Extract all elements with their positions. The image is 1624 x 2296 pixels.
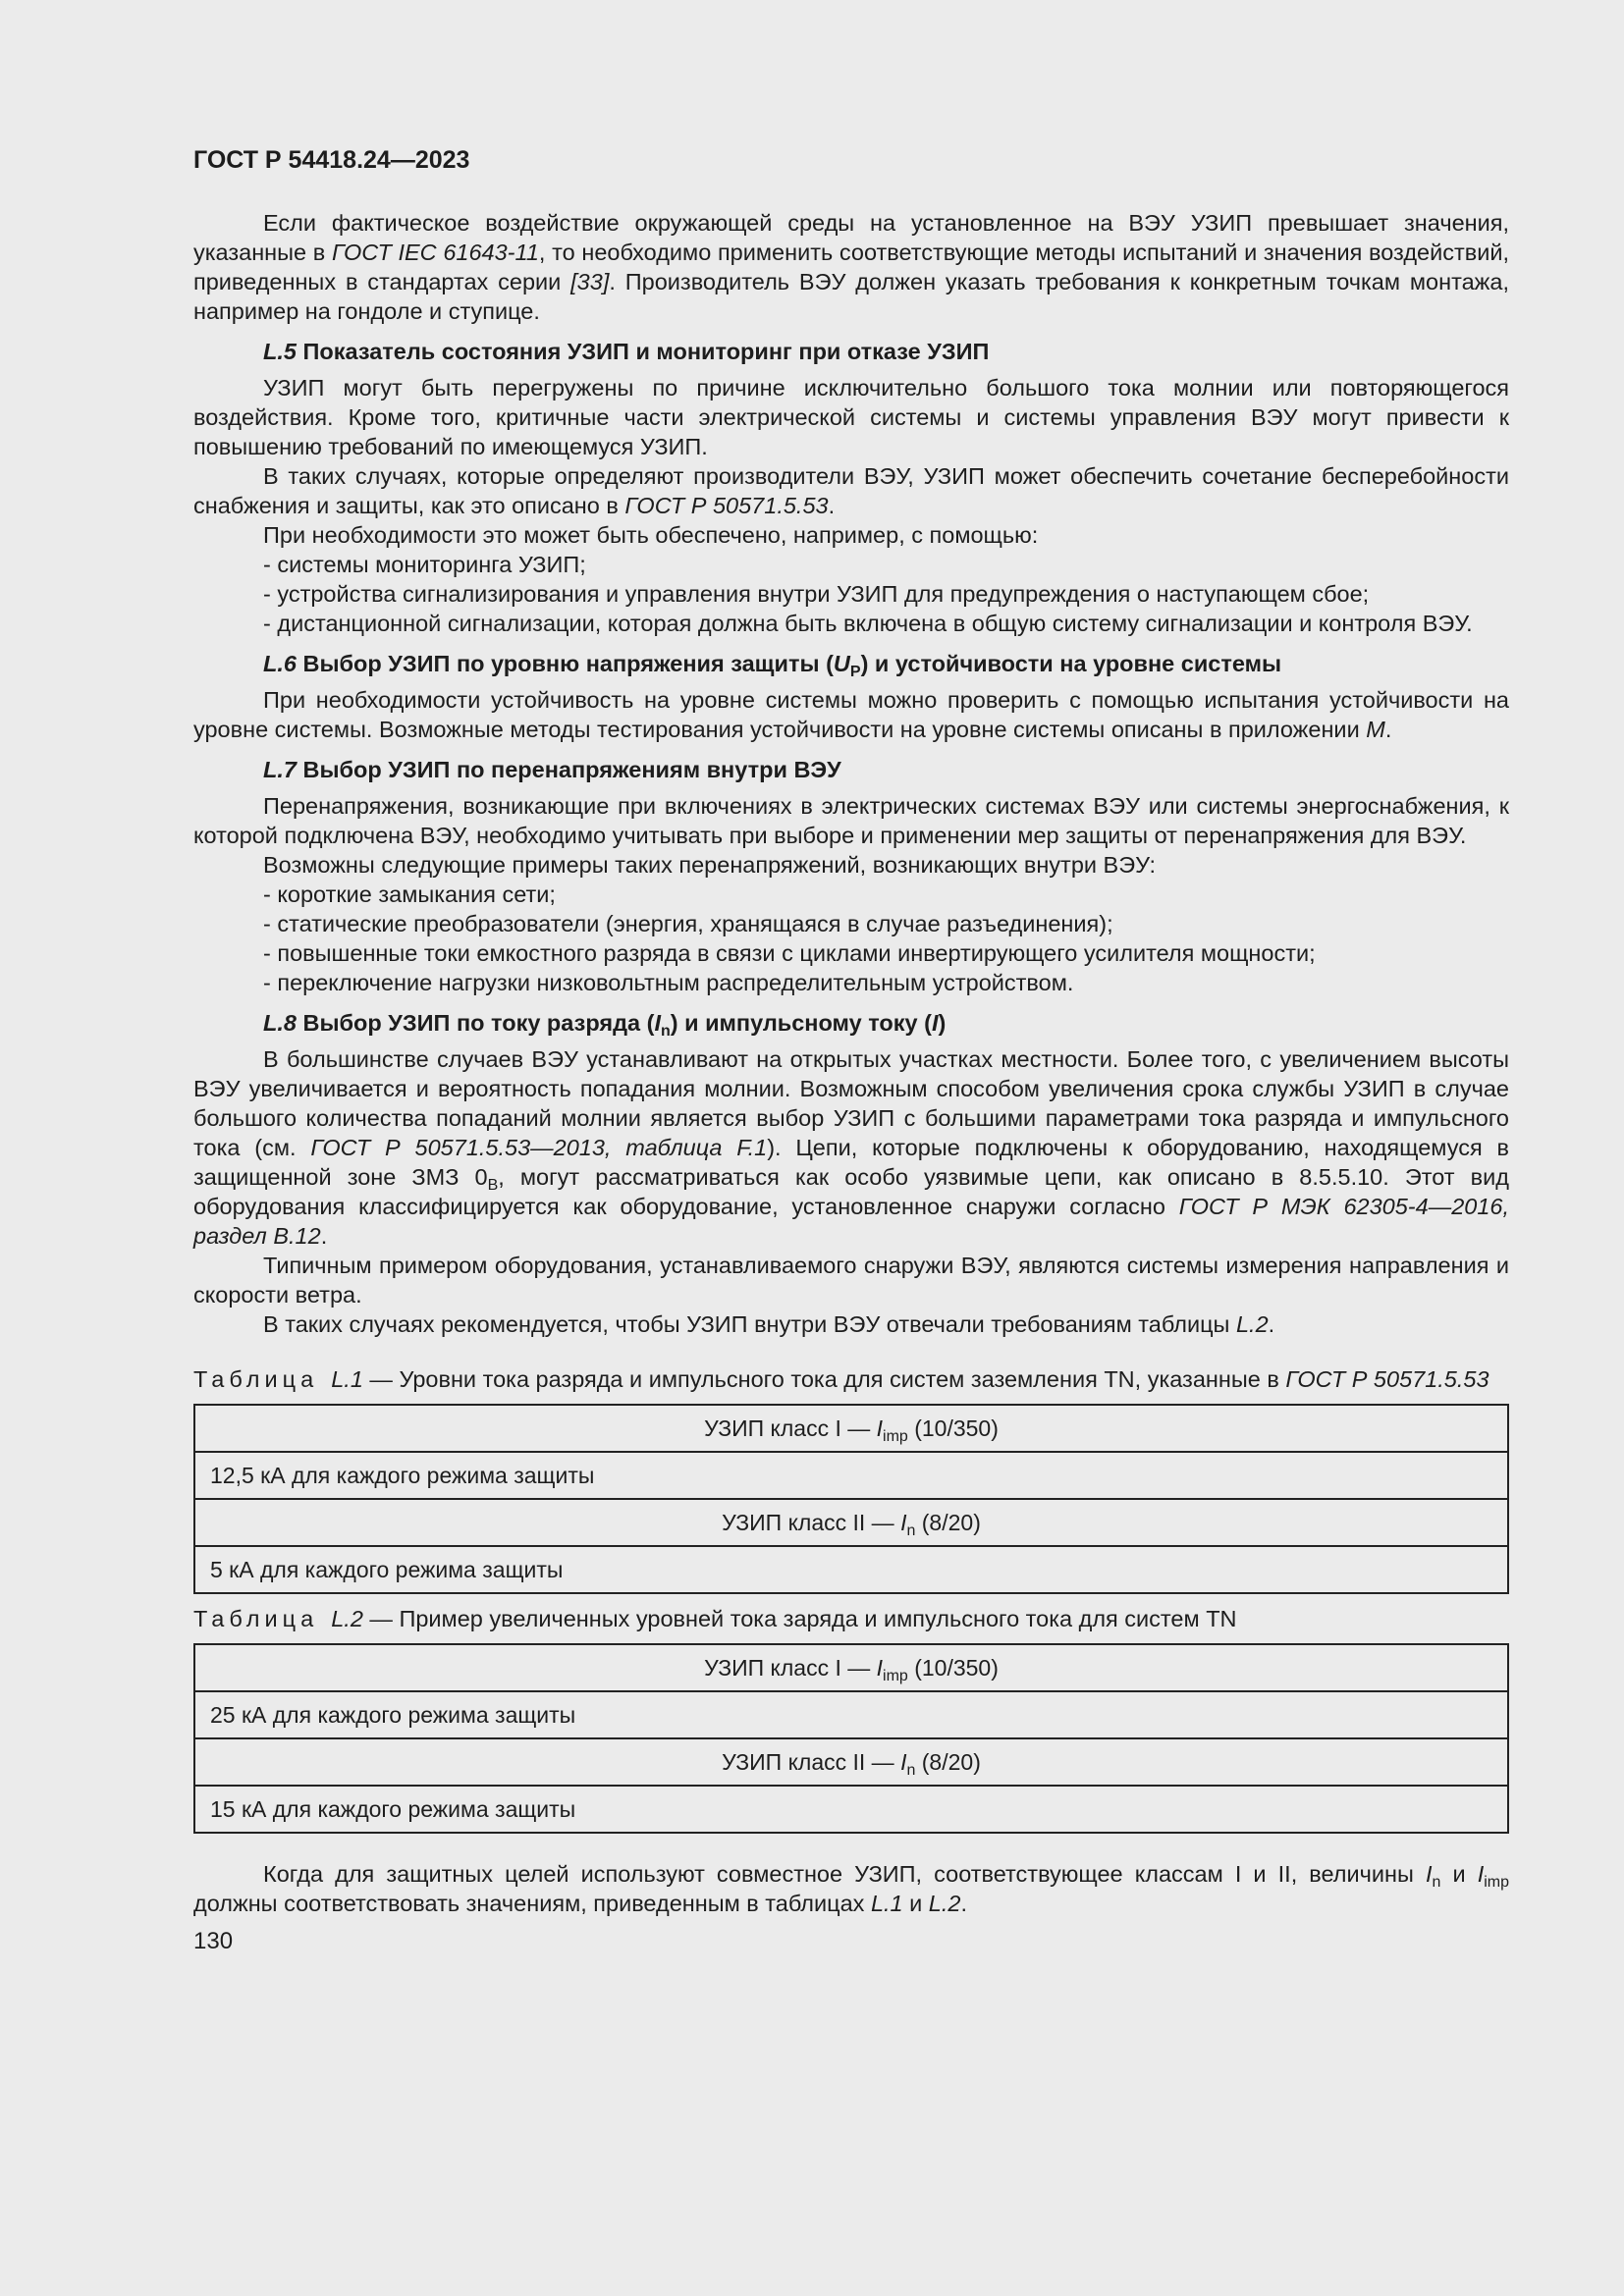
list-item: - статические преобразователи (энергия, хранящаяся в случае разъединения); [263,911,1113,936]
list-item: - повышенные токи емкостного разряда в связи с циклами инвертирующего усилителя мощности; [263,940,1316,966]
table-row [194,1452,1508,1499]
l8-paragraph-3: В таких случаях рекомендуется, чтобы УЗИП внутри ВЭУ отвечали требованиям таблицы L.2. [263,1311,1275,1337]
ref-33: [33] [570,269,610,294]
section-heading-l7: L.7 Выбор УЗИП по перенапряжениям внутри ВЭУ [263,757,841,782]
final-paragraph: Когда для защитных целей используют совместное УЗИП, соответствующее классам I и II, величины $I_n$ и $I_{imp}$ должны соответствовать значениям, приведенным в таблицах L.1 и L.2. [193,1861,1509,1916]
document-page [193,145,1509,1956]
list-item: - переключение нагрузки низковольтным распределительным устройством. [263,970,1074,995]
l7-paragraph-2: Возможны следующие примеры таких перенапряжений, возникающих внутри ВЭУ: [263,852,1157,878]
table-cell: 12,5 кА для каждого режима защиты [194,1452,1508,1499]
intro-paragraph: Если фактическое воздействие окружающей среды на установленное на ВЭУ УЗИП превышает значения, указанные в ГОСТ IEC 61643-11, то необходимо применить соответствующие методы испытаний и значения воздействий, приведенных в стандартах серии [33]. Производитель ВЭУ должен указать требования к конкретным точкам монтажа, например на гондоле и ступице. [193,210,1510,324]
table-row [194,1738,1508,1786]
l5-paragraph-1: УЗИП могут быть перегружены по причине исключительно большого тока молнии или повторяющегося воздействия. Кроме того, критичные части электрической системы и системы управления ВЭУ могут привести к повышению требований по имеющемуся УЗИП. [193,375,1509,459]
l6-paragraph-1: При необходимости устойчивость на уровне системы можно проверить с помощью испытания устойчивости на уровне системы. Возможные методы тестирования устойчивости на уровне системы описаны в приложении М. [193,687,1509,742]
document-id: ГОСТ Р 54418.24—2023 [193,146,470,174]
table-cell: УЗИП класс II — $I_n$ (8/20) [194,1499,1508,1546]
table-cell: 25 кА для каждого режима защиты [194,1691,1508,1738]
table-cell: УЗИП класс I — $I_{imp}$ (10/350) [194,1405,1508,1452]
l5-paragraph-3: При необходимости это может быть обеспечено, например, с помощью: [263,522,1039,548]
table-row [194,1644,1508,1691]
table-row [194,1691,1508,1738]
list-item: - дистанционной сигнализации, которая должна быть включена в общую систему сигнализации и контроля ВЭУ. [263,611,1473,636]
section-heading-l8: L.8 Выбор УЗИП по току разряда $(I_n)$ и импульсному току (I) [263,1010,947,1040]
table-cell: УЗИП класс II — $I_n$ (8/20) [194,1738,1508,1786]
table-cell: 15 кА для каждого режима защиты [194,1786,1508,1833]
table-row [194,1405,1508,1452]
l8-paragraph-1: В большинстве случаев ВЭУ устанавливают на открытых участках местности. Более того, с увеличением высоты ВЭУ увеличивается и вероятность попадания молнии. Возможным способом увеличения срока службы УЗИП в случае большого количества попаданий молнии является выбор УЗИП с большими параметрами тока разряда и импульсного тока (см. ГОСТ Р 50571.5.53—2013, таблица F.1). Цепи, которые подключены к оборудованию, находящемуся в защищенной зоне ЗМЗ $0_B$, могут рассматриваться как особо уязвимые цепи, как описано в 8.5.5.10. Этот вид оборудования классифицируется как оборудование, установленное снаружи согласно ГОСТ Р МЭК 62305-4—2016, раздел B.12. [193,1046,1509,1249]
table-l2 [193,1643,1509,1834]
l8-paragraph-2: Типичным примером оборудования, устанавливаемого снаружи ВЭУ, являются системы измерения направления и скорости ветра. [193,1253,1509,1308]
l5-paragraph-2: В таких случаях, которые определяют производители ВЭУ, УЗИП может обеспечить сочетание бесперебойности снабжения и защиты, как это описано в ГОСТ Р 50571.5.53. [193,463,1509,518]
section-heading-l5: L.5 Показатель состояния УЗИП и мониторинг при отказе УЗИП [263,339,990,364]
section-heading-l6: L.6 Выбор УЗИП по уровню напряжения защиты $(U_P)$ и устойчивости на уровне системы [263,651,1282,680]
page-number: 130 [193,1928,234,1954]
table-l2-caption: Таблица L.2 — Пример увеличенных уровней тока заряда и импульсного тока для систем TN [193,1606,1237,1631]
table-row [194,1786,1508,1833]
table-row [194,1546,1508,1593]
table-l1 [193,1404,1509,1594]
ref-gost-iec: ГОСТ IEC 61643-11 [331,240,539,265]
table-cell: 5 кА для каждого режима защиты [194,1546,1508,1593]
list-item: - короткие замыкания сети; [263,881,556,907]
list-item: - системы мониторинга УЗИП; [263,552,586,577]
table-l1-caption: Таблица L.1 — Уровни тока разряда и импульсного тока для систем заземления TN, указанные в ГОСТ Р 50571.5.53 [193,1366,1489,1392]
l7-paragraph-1: Перенапряжения, возникающие при включениях в электрических системах ВЭУ или системы энергоснабжения, к которой подключена ВЭУ, необходимо учитывать при выборе и применении мер защиты от перенапряжения для ВЭУ. [193,793,1509,848]
table-row [194,1499,1508,1546]
list-item: - устройства сигнализирования и управления внутри УЗИП для предупреждения о наступающем сбое; [263,581,1370,607]
table-cell: УЗИП класс I — $I_{imp}$ (10/350) [194,1644,1508,1691]
